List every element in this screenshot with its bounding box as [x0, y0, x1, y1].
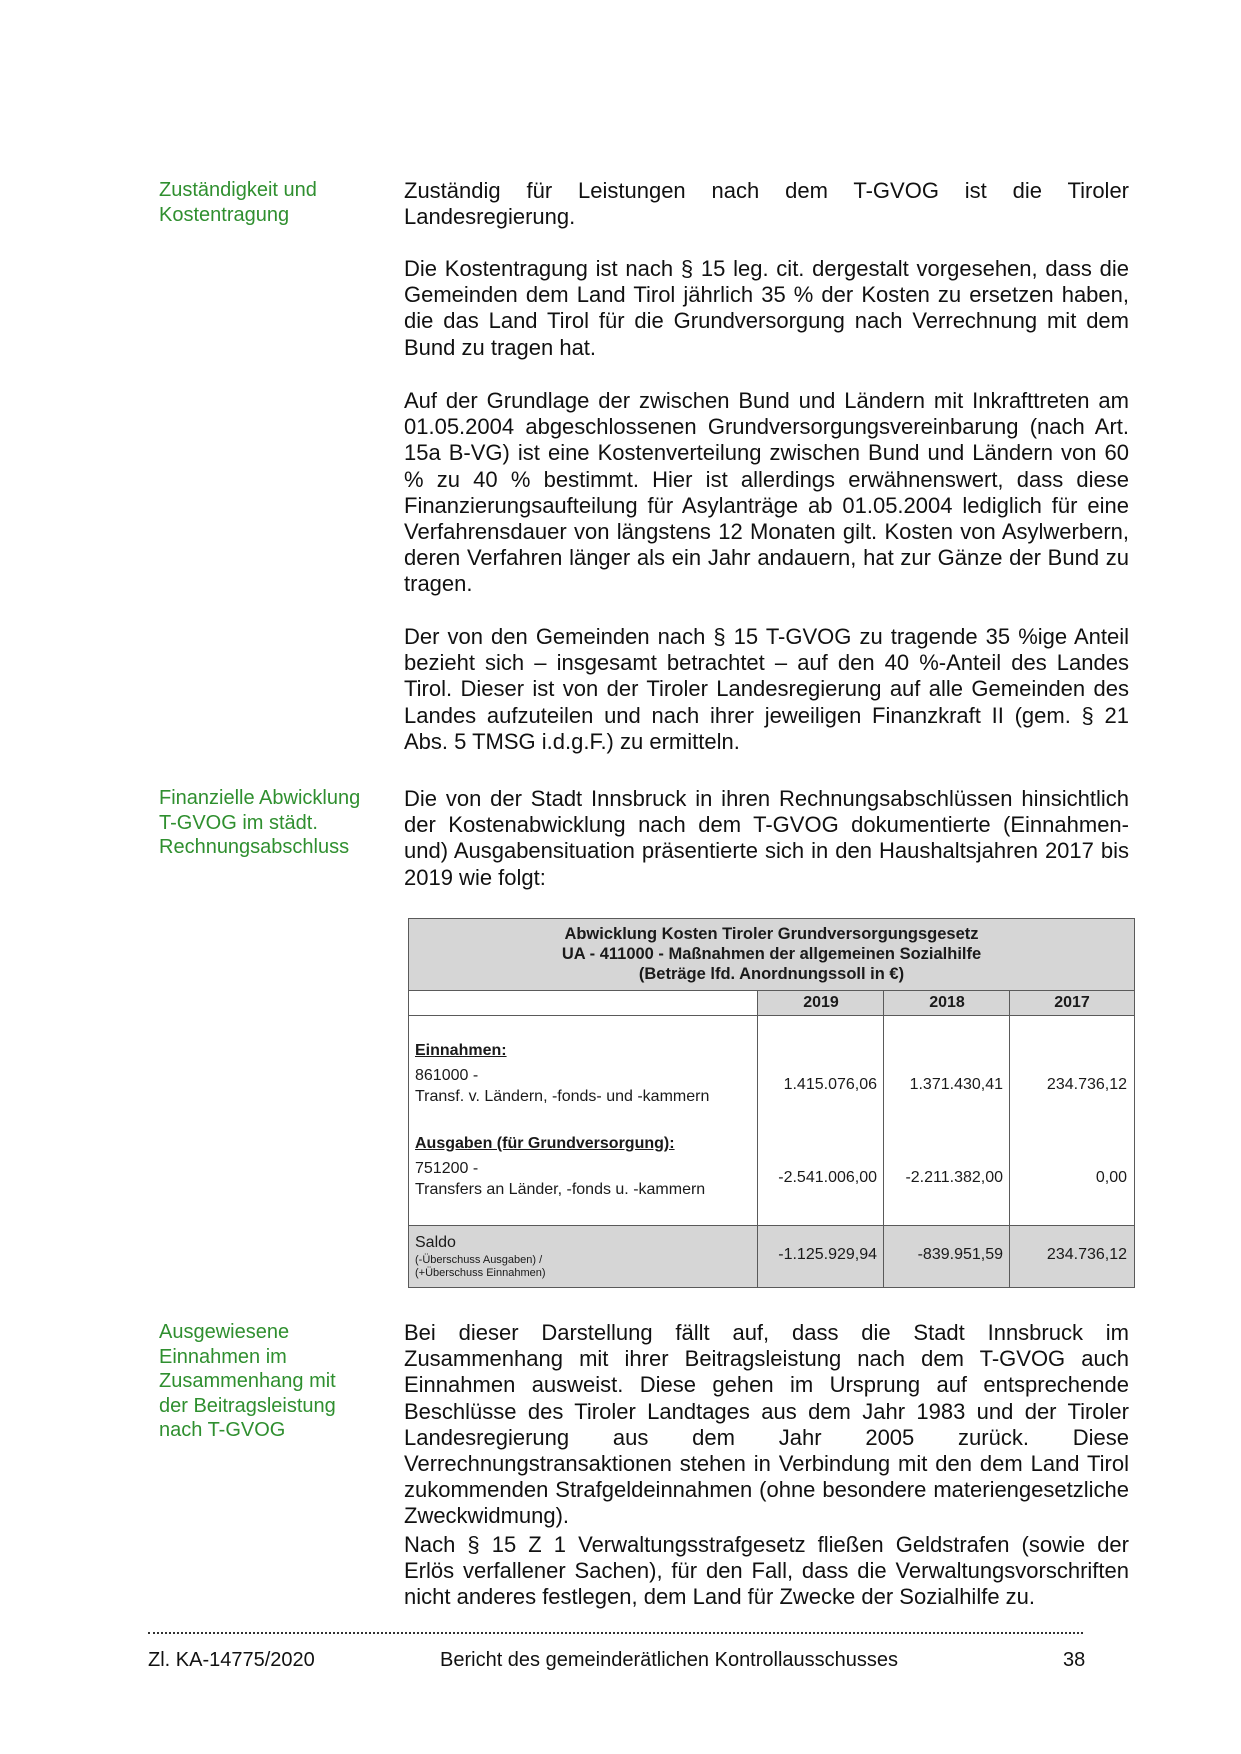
ausgaben-value-2017: 0,00: [1095, 1169, 1127, 1186]
einnahmen-heading: Einnahmen:: [415, 1042, 507, 1059]
saldo-label: Saldo: [415, 1234, 456, 1251]
year-header-2017: 2017: [1009, 991, 1134, 1015]
saldo-value-2017: 234.736,12: [1046, 1246, 1127, 1263]
sidebar-line: Rechnungsabschluss: [159, 836, 350, 858]
paragraph-grundversorgungsvereinbarung: [404, 388, 1129, 598]
ausgaben-code: 751200 -: [415, 1160, 479, 1177]
sidebar-line: Zusammenhang mit: [159, 1370, 336, 1392]
paragraph-text: Die von der Stadt Innsbruck in ihren Rechnungsabschlüssen hinsichtlich der Kostenabwicklung nach dem T-GVOG dokumentierte (Einnahmen- und) Ausgabensituation präsentierte sich in den Haushaltsjahren 2017 bis 2019 wie folgt:: [404, 786, 1129, 890]
table-title-line: UA - 411000 - Maßnahmen der allgemeinen Sozialhilfe: [561, 945, 982, 963]
ausgaben-description: Transfers an Länder, -fonds u. -kammern: [415, 1181, 706, 1198]
saldo-note: (-Überschuss Ausgaben) /: [415, 1254, 543, 1266]
table-header: [409, 919, 1134, 991]
sidebar-label-ausgewiesene-einnahmen: [159, 1320, 374, 1443]
einnahmen-value-2018: 1.371.430,41: [909, 1076, 1003, 1093]
column-divider: [1009, 1015, 1010, 1225]
table-title-line: Abwicklung Kosten Tiroler Grundversorgungsgesetz: [564, 925, 979, 943]
footer-reference: Zl. KA-14775/2020: [148, 1649, 315, 1671]
einnahmen-value-2019: 1.415.076,06: [783, 1076, 877, 1093]
column-divider: [757, 1015, 758, 1225]
paragraph-text: Auf der Grundlage der zwischen Bund und Ländern mit Inkrafttreten am 01.05.2004 abgeschlossenen Grundversorgungsvereinbarung (nach Art. 15a B-VG) ist eine Kostenverteilung zwischen Bund und Ländern von 60 % zu 40 % bestimmt. Hier ist allerdings erwähnenswert, dass diese Finanzierungsaufteilung für Asylanträge ab 01.05.2004 lediglich für eine Verfahrensdauer von längstens 12 Monaten gilt. Kosten von Asylwerbern, deren Verfahren länger als ein Jahr andauern, hat zur Gänze der Bund zu tragen.: [404, 388, 1129, 597]
sidebar-line: der Beitragsleistung: [159, 1394, 336, 1417]
saldo-value-2018: -839.951,59: [917, 1246, 1003, 1263]
paragraph-gemeindeanteil: [404, 624, 1129, 755]
paragraph-text: Bei dieser Darstellung fällt auf, dass die Stadt Innsbruck im Zusammenhang mit ihrer Beitragsleistung nach dem T-GVOG auch Einnahmen ausweist. Diese gehen im Ursprung auf entsprechende Beschlüsse des Tiroler Landtages aus dem Jahr 1983 und der Tiroler Landesregierung aus dem Jahr 2005 zurück. Diese Verrechnungstransaktionen stehen in Verbindung mit den dem Land Tirol zukommenden Strafgeldeinnahmen (ohne besondere materiengesetzliche Zweckwidmung).: [404, 1320, 1129, 1529]
sidebar-label-finanzielle-abwicklung: [159, 786, 374, 860]
table-title-line: (Beträge lfd. Anordnungssoll in €): [638, 965, 905, 983]
column-divider: [883, 1015, 884, 1225]
sidebar-line: Kostentragung: [159, 203, 290, 226]
year-header-2018: 2018: [883, 991, 1010, 1015]
ausgaben-heading: Ausgaben (für Grundversorgung):: [415, 1135, 675, 1152]
sidebar-line: Zuständigkeit und: [159, 179, 317, 201]
saldo-note: (+Überschuss Einnahmen): [415, 1267, 546, 1279]
einnahmen-value-2017: 234.736,12: [1046, 1076, 1127, 1093]
paragraph-text: Zuständig für Leistungen nach dem T-GVOG ist die Tiroler Landesregierung.: [404, 178, 1129, 230]
sidebar-line: nach T-GVOG: [159, 1419, 286, 1441]
year-header-row: [409, 991, 1134, 1016]
footer-title: Bericht des gemeinderätlichen Kontrollausschusses: [440, 1649, 899, 1671]
ausgaben-value-2019: -2.541.006,00: [778, 1169, 877, 1186]
paragraph-kostentragung: [404, 256, 1129, 361]
paragraph-zustaendigkeit: [404, 178, 1129, 230]
paragraph-text: Der von den Gemeinden nach § 15 T-GVOG zu tragende 35 %ige Anteil bezieht sich – insgesamt betrachtet – auf den 40 %-Anteil des Landes Tirol. Dieser ist von der Tiroler Landesregierung auf alle Gemeinden des Landes aufzuteilen und nach ihrer jeweiligen Finanzkraft II (gem. § 21 Abs. 5 TMSG i.d.g.F.) zu ermitteln.: [404, 624, 1129, 754]
paragraph-ausgabensituation: [404, 786, 1129, 891]
paragraph-verwaltungsstrafgesetz: [404, 1532, 1129, 1611]
sidebar-label-zustaendigkeit: [159, 178, 374, 227]
year-header-2019: 2019: [757, 991, 884, 1015]
saldo-value-2019: -1.125.929,94: [778, 1246, 877, 1263]
paragraph-text: Die Kostentragung ist nach § 15 leg. cit. dergestalt vorgesehen, dass die Gemeinden dem Land Tirol jährlich 35 % der Kosten zu ersetzen haben, die das Land Tirol für die Grundversorgung nach Verrechnung mit dem Bund zu tragen hat.: [404, 256, 1129, 360]
page-number: 38: [1063, 1649, 1086, 1671]
einnahmen-code: 861000 -: [415, 1067, 479, 1084]
sidebar-line: Ausgewiesene: [159, 1321, 290, 1343]
ausgaben-value-2018: -2.211.382,00: [905, 1169, 1003, 1186]
einnahmen-description: Transf. v. Ländern, -fonds- und -kammern: [415, 1088, 710, 1105]
sidebar-line: Einnahmen im: [159, 1345, 287, 1368]
paragraph-text: Nach § 15 Z 1 Verwaltungsstrafgesetz fließen Geldstrafen (sowie der Erlös verfallener Sachen), für den Fall, dass die Verwaltungsvorschriften nicht anderes festlegen, dem Land für Zwecke der Sozialhilfe zu.: [404, 1532, 1129, 1610]
sidebar-line: T-GVOG im städt.: [159, 811, 318, 834]
paragraph-einnahmen-darstellung: [404, 1320, 1129, 1530]
saldo-row: [409, 1225, 1134, 1287]
footer-divider: [148, 1632, 1083, 1634]
cost-table: [408, 918, 1135, 1288]
sidebar-line: Finanzielle Abwicklung: [159, 787, 361, 809]
